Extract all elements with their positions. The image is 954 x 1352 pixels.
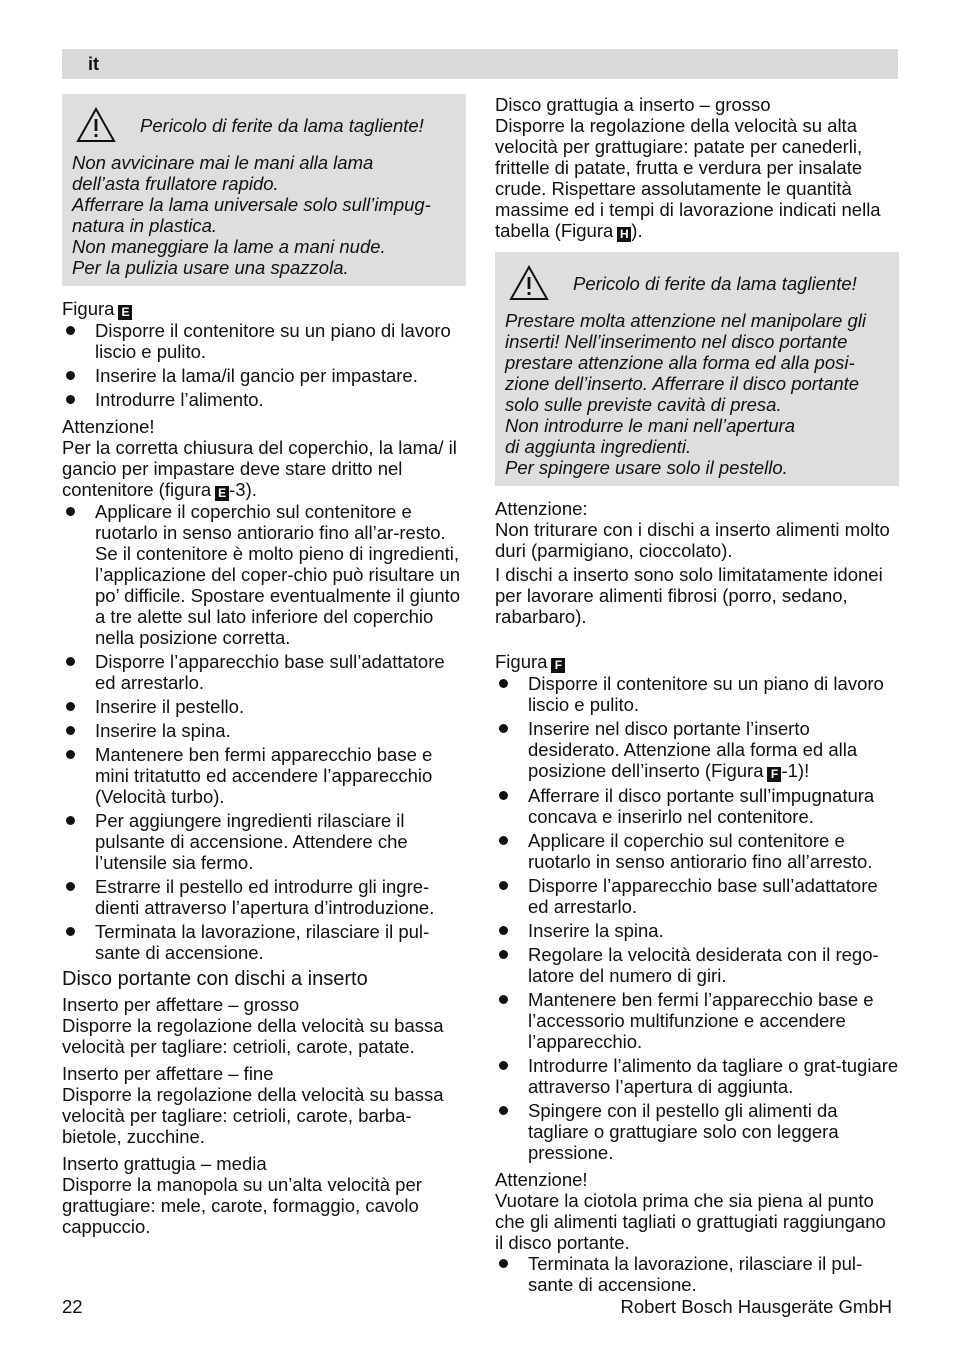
- warning-line: di aggiunta ingredienti.: [505, 436, 692, 457]
- attention-text: Vuotare la ciotola prima che sia piena al punto che gli alimenti tagliati o grattugiati raggiungano il disco portante.: [495, 1190, 886, 1253]
- warning-line: natura in plastica.: [72, 215, 218, 236]
- language-bar: [62, 49, 898, 79]
- warning-line: Per la pulizia usare una spazzola.: [72, 257, 349, 278]
- list-item: Disporre il contenitore su un piano di lavoro liscio e pulito.: [62, 320, 466, 362]
- attention-heading: Attenzione!: [495, 1169, 588, 1190]
- warning-line: dell’asta frullatore rapido.: [72, 173, 279, 194]
- subsection-title: Disco grattugia a inserto – grosso: [495, 94, 771, 115]
- subsection-text: Disporre la regolazione della velocità su bassa velocità per tagliare: cetrioli, carote, patate.: [62, 1015, 444, 1057]
- figure-f-list: [495, 673, 899, 1163]
- warning-line: Prestare molta attenzione nel manipolare gli: [505, 310, 866, 331]
- warning-title: Pericolo di ferite da lama tagliente!: [140, 114, 424, 136]
- attention-text: Non triturare con i dischi a inserto alimenti molto duri (parmigiano, cioccolato).: [495, 519, 890, 561]
- warning-line: zione dell’inserto. Afferrare il disco portante: [505, 373, 860, 394]
- language-code: it: [88, 54, 99, 74]
- list-item: Introdurre l’alimento da tagliare o grat-tugiare attraverso l’apertura di aggiunta.: [495, 1055, 899, 1097]
- final-list: [495, 1253, 899, 1295]
- subsection-text: Disporre la regolazione della velocità su alta velocità per grattugiare: patate per canederli, frittelle di patate, frutta e verdura per insalate crude. Rispettare assolutamente le quantità massime ed i tempi di lavorazione indicati nella tabella (Figura H ).: [495, 115, 881, 241]
- figure-f-heading: Figura F: [495, 651, 899, 673]
- list-item: Spingere con il pestello gli alimenti da tagliare o grattugiare solo con leggera pressione.: [495, 1100, 899, 1163]
- figure-e-badge: E: [118, 305, 132, 320]
- list-item: Inserire nel disco portante l’inserto desiderato. Attenzione alla forma ed alla posizione dell’inserto (Figura F -1)!: [495, 718, 899, 782]
- attention-heading: Attenzione:: [495, 498, 588, 519]
- subsection-title: Inserto per affettare – fine: [62, 1063, 274, 1084]
- figure-h-badge: H: [617, 227, 631, 242]
- warning-line: Afferrare la lama universale solo sull’impug-: [72, 194, 431, 215]
- attention-text: Per la corretta chiusura del coperchio, la lama/ il gancio per impastare deve stare dritto nel contenitore (figura E -3).: [62, 437, 457, 500]
- left-column: [62, 94, 466, 1237]
- section-title: Disco portante con dischi a inserto: [62, 968, 368, 990]
- warning-box-right: [495, 252, 899, 486]
- list-item: Afferrare il disco portante sull’impugnatura concava e inserirlo nel contenitore.: [495, 785, 899, 827]
- warning-line: Non avvicinare mai le mani alla lama: [72, 152, 374, 173]
- warning-title: Pericolo di ferite da lama tagliente!: [573, 272, 857, 294]
- list-item: Per aggiungere ingredienti rilasciare il pulsante di accensione. Attendere che l’utensile sia fermo.: [62, 810, 466, 873]
- list-item: Applicare il coperchio sul contenitore e ruotarlo in senso antiorario fino all’arresto.: [495, 830, 899, 872]
- page-number: 22: [62, 1296, 83, 1317]
- subsection-title: Inserto grattugia – media: [62, 1153, 267, 1174]
- warning-line: solo sulle previste cavità di presa.: [505, 394, 782, 415]
- list-item: Disporre l’apparecchio base sull’adattatore ed arrestarlo.: [62, 651, 466, 693]
- list-item: Inserire la lama/il gancio per impastare.: [62, 365, 466, 386]
- list-item: Mantenere ben fermi apparecchio base e mini tritatutto ed accendere l’apparecchio (Velocità turbo).: [62, 744, 466, 807]
- list-item: Applicare il coperchio sul contenitore e ruotarlo in senso antiorario fino all’ar-resto. Se il contenitore è molto pieno di ingredienti, l’applicazione del coper-chio può risultare un po’ difficile. Spostare eventualmente il giunto a tre alette sul lato inferiore del coperchio nella posizione corretta.: [62, 501, 466, 648]
- figure-f-badge: F: [551, 658, 565, 673]
- list-item: Disporre l’apparecchio base sull’adattatore ed arrestarlo.: [495, 875, 899, 917]
- attention-heading: Attenzione!: [62, 416, 155, 437]
- subsection-title: Inserto per affettare – grosso: [62, 994, 300, 1015]
- list-item: Inserire la spina.: [495, 920, 899, 941]
- subsection-text: Disporre la regolazione della velocità su bassa velocità per tagliare: cetrioli, carote, barba-bietole, zucchine.: [62, 1084, 444, 1147]
- warning-line: prestare attenzione alla forma ed alla posi-: [505, 352, 855, 373]
- warning-line: inserti! Nell’inserimento nel disco portante: [505, 331, 848, 352]
- figure-e-badge: E: [215, 486, 229, 501]
- list-item: Mantenere ben fermi l’apparecchio base e l’accessorio multifunzione e accendere l’apparecchio.: [495, 989, 899, 1052]
- right-column: [495, 94, 899, 1298]
- warning-line: Per spingere usare solo il pestello.: [505, 457, 788, 478]
- list-item: Regolare la velocità desiderata con il rego-latore del numero di giri.: [495, 944, 899, 986]
- assembly-list: [62, 501, 466, 963]
- warning-line: Non introdurre le mani nell’apertura: [505, 415, 795, 436]
- warning-triangle-icon: [76, 107, 116, 143]
- company-name: Robert Bosch Hausgeräte GmbH: [620, 1296, 892, 1317]
- list-item: Disporre il contenitore su un piano di lavoro liscio e pulito.: [495, 673, 899, 715]
- list-item: Introdurre l’alimento.: [62, 389, 466, 410]
- list-item: Inserire il pestello.: [62, 696, 466, 717]
- subsection-text: Disporre la manopola su un’alta velocità per grattugiare: mele, carote, formaggio, cavolo cappuccio.: [62, 1174, 422, 1237]
- list-item: Inserire la spina.: [62, 720, 466, 741]
- attention-text: I dischi a inserto sono solo limitatamente idonei per lavorare alimenti fibrosi (porro, sedano, rabarbaro).: [495, 564, 883, 627]
- warning-box-left: [62, 94, 466, 286]
- figure-e-list: [62, 320, 466, 410]
- list-item: Estrarre il pestello ed introdurre gli ingre-dienti attraverso l’apertura d’introduzione.: [62, 876, 466, 918]
- figure-e-heading: Figura E: [62, 298, 466, 320]
- figure-f-badge: F: [767, 767, 781, 782]
- list-item: Terminata la lavorazione, rilasciare il pul-sante di accensione.: [495, 1253, 899, 1295]
- warning-triangle-icon: [509, 265, 549, 301]
- warning-line: Non maneggiare la lame a mani nude.: [72, 236, 386, 257]
- list-item: Terminata la lavorazione, rilasciare il pul-sante di accensione.: [62, 921, 466, 963]
